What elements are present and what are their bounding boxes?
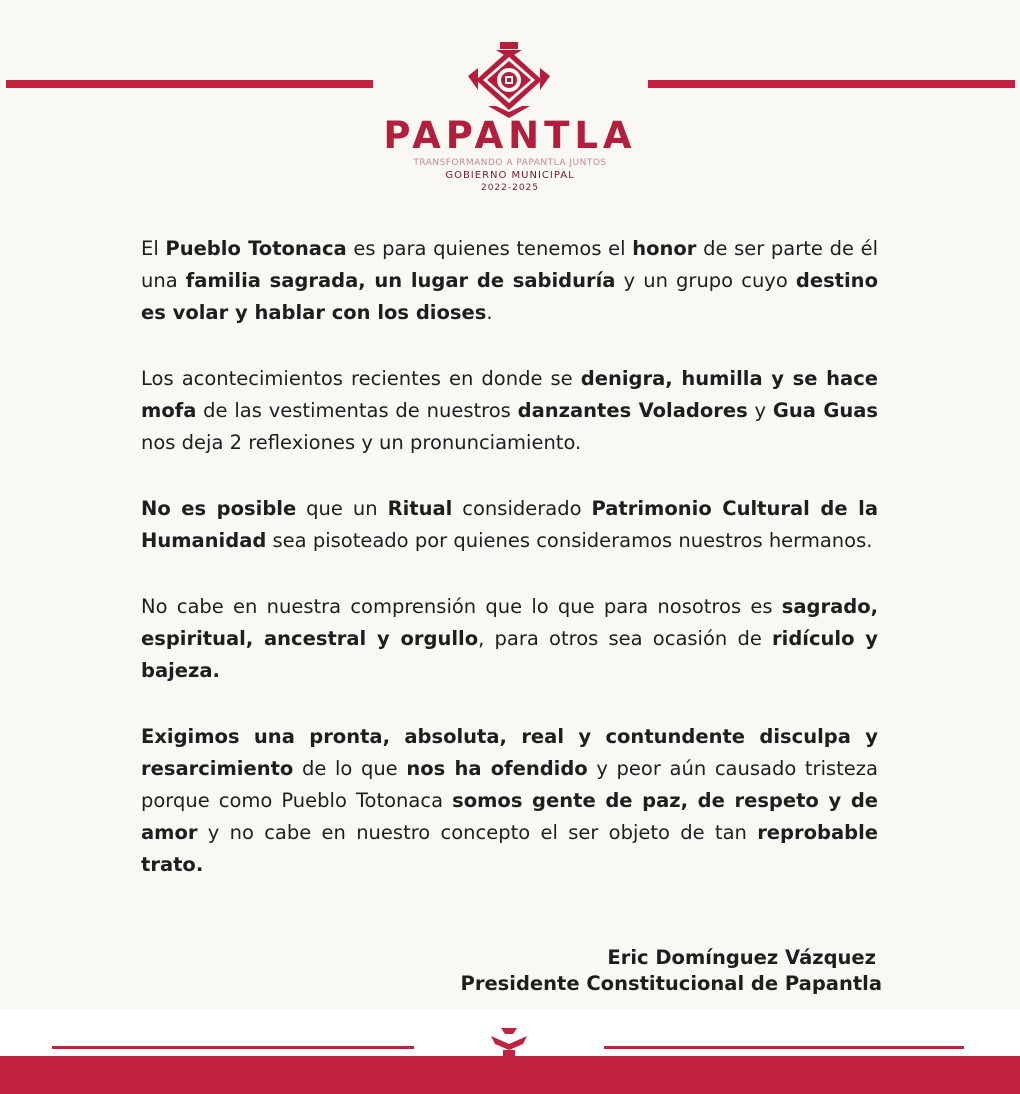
emphasis-text: nos ha ofendido (406, 757, 588, 780)
body-text-segment: Los acontecimientos recientes en donde se (141, 367, 581, 390)
papantla-totonac-emblem-icon (466, 40, 552, 120)
brand-years: 2022-2025 (480, 183, 540, 193)
body-text-segment: El (141, 237, 166, 260)
emphasis-text: denigra, humilla y se hace mofa (141, 367, 878, 422)
body-text-segment: considerado (452, 497, 592, 520)
emphasis-text: Pueblo Totonaca (165, 237, 347, 260)
paragraph (141, 233, 878, 329)
signer-title: Presidente Constitucional de Papantla (460, 972, 882, 995)
emphasis-text: Patrimonio Cultural de la Humanidad (141, 497, 878, 552)
emphasis-text: reprobable trato. (141, 821, 878, 876)
header-rule-right (648, 80, 1015, 88)
brand-block (360, 116, 660, 195)
body-text-segment: que un (296, 497, 388, 520)
body-text-segment: nos deja 2 reflexiones y un pronunciamiento. (141, 431, 582, 454)
body-text-segment: y no cabe en nuestro concepto el ser objeto de tan (197, 821, 758, 844)
header-rule-left (6, 80, 373, 88)
emphasis-text: Gua Guas (772, 399, 878, 422)
footer-band (0, 1056, 1020, 1094)
footer-rule-left (52, 1046, 414, 1049)
emphasis-text: honor (632, 237, 697, 260)
body-text-segment: de las vestimentas de nuestros (196, 399, 518, 422)
brand-tagline: TRANSFORMANDO A PAPANTLA JUNTOS (413, 158, 607, 168)
emphasis-text: Ritual (387, 497, 453, 520)
paragraph (141, 493, 878, 557)
signature-block (380, 945, 882, 997)
emphasis-text: danzantes Voladores (517, 399, 748, 422)
signer-name: Eric Domínguez Vázquez (607, 946, 876, 969)
totonac-mark-icon (489, 1026, 529, 1058)
footer-rule-right (604, 1046, 964, 1049)
brand-name: PAPANTLA (383, 114, 637, 157)
paragraph (141, 721, 878, 881)
emphasis-text: somos gente de paz, de respeto y de amor (141, 789, 879, 844)
body-text-segment: y un grupo cuyo (615, 269, 796, 292)
body-text-segment: de ser parte de él una (141, 237, 879, 292)
body-text-segment: No cabe en nuestra comprensión que lo que para nosotros es (141, 595, 782, 618)
body-text-segment: y (747, 399, 773, 422)
emphasis-text: Exigimos una pronta, absoluta, real y contundente disculpa y resarcimiento (141, 725, 878, 780)
emphasis-text: No es posible (141, 497, 297, 520)
emphasis-text: ridículo y bajeza. (141, 627, 878, 682)
emphasis-text: destino es volar y hablar con los dioses (141, 269, 878, 324)
body-text-segment: es para quienes tenemos el (346, 237, 633, 260)
emphasis-text: familia sagrada, un lugar de sabiduría (185, 269, 616, 292)
body-text-segment: , para otros sea ocasión de (478, 627, 773, 650)
emphasis-text: sagrado, espiritual, ancestral y orgullo (141, 595, 878, 650)
paragraph (141, 591, 878, 687)
paragraph (141, 363, 878, 459)
body-text-segment: y peor aún causado tristeza porque como Pueblo Totonaca (141, 757, 878, 812)
body-text-segment: . (486, 301, 493, 324)
body-text-segment: sea pisoteado por quienes consideramos nuestros hermanos. (266, 529, 873, 552)
statement-body (141, 233, 878, 915)
body-text-segment: de lo que (293, 757, 407, 780)
brand-government: GOBIERNO MUNICIPAL (445, 170, 575, 181)
